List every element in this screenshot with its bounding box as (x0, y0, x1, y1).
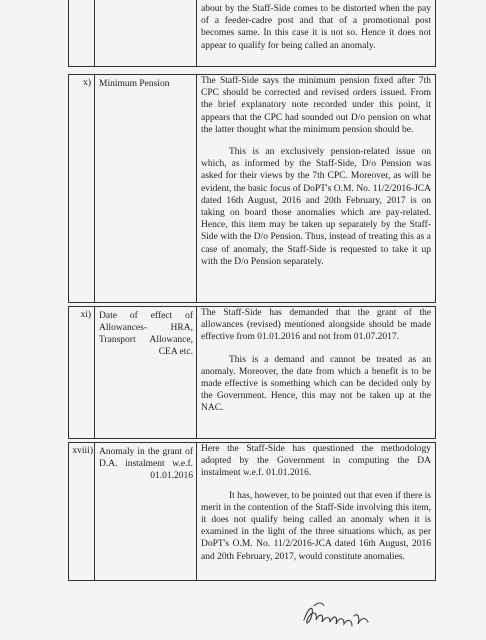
table-rule (68, 442, 436, 443)
item-title: Minimum Pension (94, 74, 196, 302)
table-rule (68, 580, 436, 581)
row-number: xi) (68, 306, 94, 438)
table-rule (68, 302, 436, 303)
remarks-paragraph: about by the Staff-Side comes to be distorted when the pay of a feeder-cadre post and that of a promotional post becomes same. In this case it is not so. Hence it does not appear to qualify for being called an anomaly. (201, 4, 431, 51)
table-rule (68, 66, 436, 67)
remarks-cell (196, 306, 436, 438)
table-rule (68, 438, 436, 439)
remarks-paragraph: The Staff-Side says the minimum pension fixed after 7th CPC should be corrected and revised orders issued. From the brief explanatory note recorded under this point, it appears that the CPC had sounded out D/o pension on what the latter thought what the minimum pension should be. (201, 76, 431, 135)
row-number-cell (68, 0, 94, 66)
item-cell (94, 0, 196, 66)
remarks-paragraph: The Staff-Side has demanded that the grant of the allowances (revised) mentioned alongside should be made effective from 01.01.2016 and not from 01.07.2017. (201, 308, 431, 343)
table-row (0, 442, 486, 580)
remarks-paragraph: It has, however, to be pointed out that even if there is merit in the contention of the Staff-Side involving this item, it does not qualify being called an anomaly when it is examined in the light of the three situations which, as per DoPT's O.M. No. 11/2/2016-JCA dated 16th August, 2016 and 20th February, 2017, would constitute anomalies. (201, 490, 431, 562)
remarks-paragraph: Here the Staff-Side has questioned the methodology adopted by the Government in computing the DA instalment w.e.f. 01.01.2016. (201, 444, 431, 479)
table-row (0, 306, 486, 438)
table-row (0, 0, 486, 66)
item-title: Date of effect of Allowances- HRA, Transport Allowance, CEA etc. (94, 306, 196, 438)
remarks-cell (196, 0, 436, 66)
remarks-paragraph: This is a demand and cannot be treated as an anomaly. Moreover, the date from which a benefit is to be made effective is something which can be decided only by the Government. Hence, this may not be taken up at the NAC. (201, 354, 431, 414)
row-number: xviii) (68, 442, 94, 580)
row-number: x) (68, 74, 94, 302)
table-row (0, 74, 486, 302)
table-rule (68, 74, 436, 75)
item-title: Anomaly in the grant of D.A. instalment w.e.f. 01.01.2016 (94, 442, 196, 580)
table-rule (68, 306, 436, 307)
signature-image (300, 598, 380, 630)
remarks-paragraph: This is an exclusively pension-related issue on which, as informed by the Staff-Side, D/o Pension was asked for their views by the 7th CPC. Moreover, as will be evident, the basic focus of DoPT's O.M. No. 11/2/2016-JCA dated 16th August, 2016 and 20th February, 2017 is on taking on board those anomalies which are pay-related. Hence, this item may be taken up separately by the Staff-Side with the D/o Pension. Thus, instead of treating this as a case of anomaly, the Staff-Side is requested to take it up with the D/o Pension separately. (201, 147, 431, 267)
remarks-cell (196, 74, 436, 302)
remarks-cell (196, 442, 436, 580)
